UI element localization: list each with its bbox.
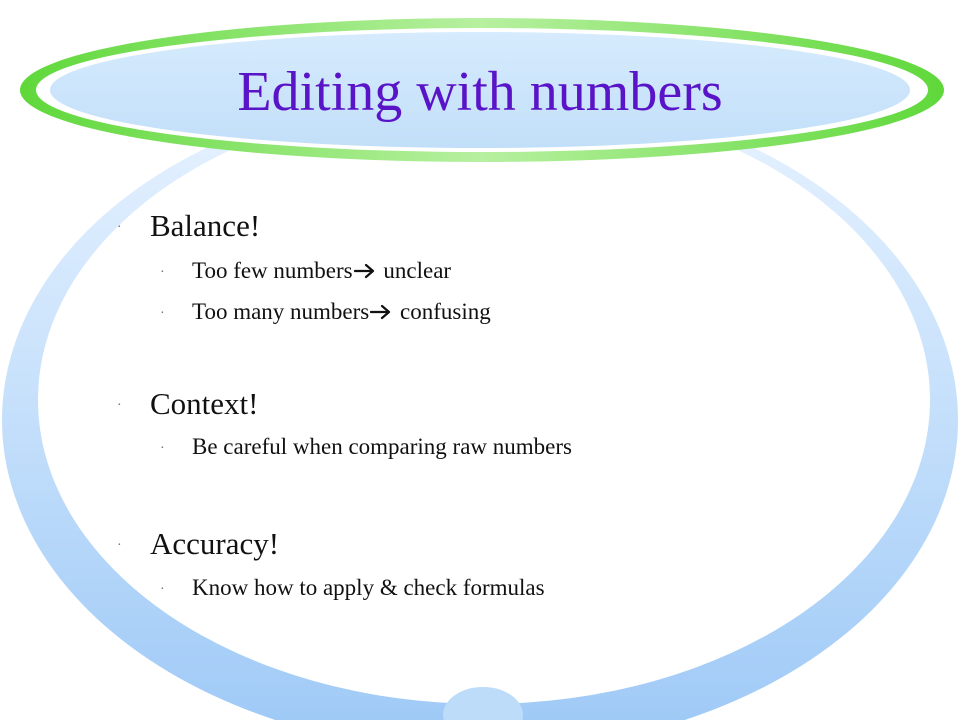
bullet-tail: unclear <box>383 258 452 283</box>
bullet-be-careful <box>160 432 572 462</box>
bullet-heading: Accuracy! <box>150 526 280 561</box>
slide-title: Editing with numbers <box>237 61 723 123</box>
bullet-dot-icon: · <box>160 582 165 597</box>
bullet-context <box>117 384 259 424</box>
bullet-tail: confusing <box>400 299 491 324</box>
bullet-know-how <box>160 573 545 603</box>
bullet-text: Know how to apply & check formulas <box>192 575 545 600</box>
bullet-dot-icon: · <box>117 398 122 413</box>
bullet-heading: Context! <box>150 386 259 421</box>
bullet-dot-icon: · <box>160 306 165 321</box>
bullet-dot-icon: · <box>117 538 122 553</box>
bullet-accuracy <box>117 524 280 564</box>
bullet-dot-icon: · <box>160 441 165 456</box>
bullet-dot-icon: · <box>160 265 165 280</box>
bullet-heading: Balance! <box>150 208 261 243</box>
bullet-balance <box>117 206 261 246</box>
bullet-text: Too many numbers <box>192 299 370 324</box>
bullet-too-few <box>160 256 452 286</box>
bullet-text: Be careful when comparing raw numbers <box>192 434 572 459</box>
bullet-text: Too few numbers <box>192 258 353 283</box>
bullet-too-many <box>160 297 491 327</box>
bullet-dot-icon: · <box>117 220 122 235</box>
right-arrow-icon <box>354 262 376 280</box>
right-arrow-icon <box>370 303 392 321</box>
